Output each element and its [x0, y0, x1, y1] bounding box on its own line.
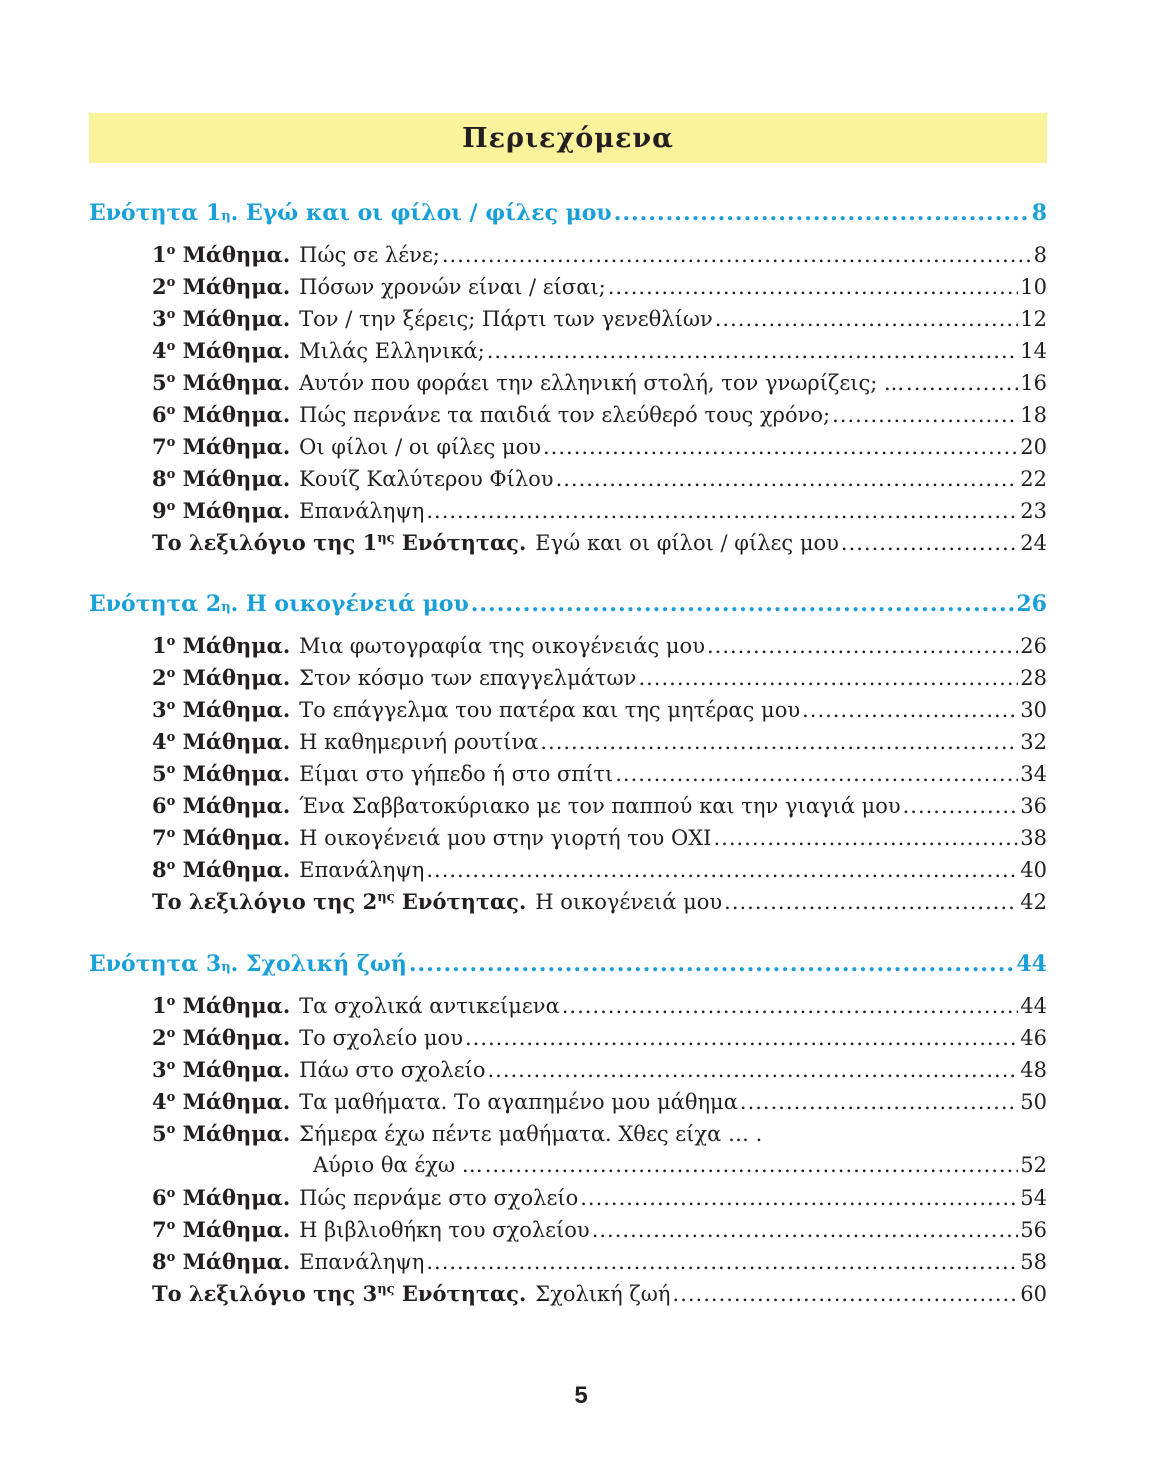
- lesson-number: 4: [152, 729, 167, 754]
- lesson-page: 48: [1020, 1058, 1047, 1082]
- lesson-word: Μάθημα.: [175, 993, 291, 1018]
- leader-dots: [465, 1026, 1018, 1050]
- lesson-list: [152, 242, 1047, 562]
- unit-heading[interactable]: Ενότητα 3 η . Σχολική ζωή ..... 44: [89, 951, 1047, 983]
- lesson-title: Μια φωτογραφία της οικογένειάς μου: [299, 634, 705, 658]
- lesson-word: Μάθημα.: [175, 1089, 291, 1114]
- lesson-item[interactable]: [152, 633, 1047, 665]
- lesson-ordinal: ης: [377, 531, 395, 546]
- lesson-ordinal: ο: [166, 499, 176, 514]
- lesson-page: 34: [1020, 762, 1047, 786]
- lesson-item[interactable]: [152, 1281, 1047, 1313]
- lesson-word: Μάθημα.: [175, 370, 291, 395]
- lesson-item[interactable]: [152, 1217, 1047, 1249]
- lesson-page: 40: [1020, 858, 1047, 882]
- lesson-number: 7: [152, 1217, 167, 1242]
- lesson-word: Μάθημα.: [175, 1249, 291, 1274]
- unit-prefix: Ενότητα 3: [89, 951, 222, 977]
- lesson-ordinal: ο: [166, 858, 176, 873]
- lesson-label: [152, 1121, 290, 1146]
- lesson-number: 2: [152, 1025, 167, 1050]
- lesson-number: 2: [152, 665, 167, 690]
- leader-dots: [485, 1153, 1019, 1177]
- lesson-page: 46: [1020, 1026, 1047, 1050]
- lesson-number: 9: [152, 498, 167, 523]
- lesson-item[interactable]: [152, 370, 1047, 402]
- lesson-label: [152, 697, 290, 722]
- lesson-number: 5: [152, 1121, 167, 1146]
- lesson-ordinal: ο: [166, 467, 176, 482]
- lesson-ordinal: ο: [166, 1250, 176, 1265]
- toc-section: [89, 951, 1047, 1313]
- lesson-word: Μάθημα.: [175, 434, 291, 459]
- unit-title: . Η οικογένειά μου: [230, 591, 469, 617]
- lesson-page: 50: [1020, 1090, 1047, 1114]
- lesson-ordinal: ο: [166, 307, 176, 322]
- lesson-label: [152, 1281, 526, 1306]
- lesson-word: Ενότητας.: [394, 889, 527, 914]
- lesson-word: Μάθημα.: [175, 1057, 291, 1082]
- lesson-label: [152, 1249, 290, 1274]
- lesson-number: 8: [152, 857, 167, 882]
- lesson-item[interactable]: [152, 889, 1047, 921]
- lesson-word: Μάθημα.: [175, 857, 291, 882]
- lesson-number: 3: [152, 306, 167, 331]
- leader-dots: [562, 994, 1019, 1018]
- lesson-ordinal: ο: [166, 435, 176, 450]
- lesson-page: 20: [1020, 435, 1047, 459]
- lesson-number: 6: [152, 793, 167, 818]
- leader-dots: [715, 307, 1019, 331]
- lesson-label: [152, 242, 290, 267]
- lesson-number: Το λεξιλόγιο της 2: [152, 889, 378, 914]
- lesson-title: Στον κόσμο των επαγγελμάτων: [299, 666, 637, 690]
- unit-page: 8: [1031, 200, 1047, 226]
- lesson-title: Πόσων χρονών είναι / είσαι;: [299, 275, 606, 299]
- unit-heading[interactable]: Ενότητα 2 η . Η οικογένειά μου ..... 26: [89, 591, 1047, 623]
- lesson-item[interactable]: [152, 434, 1047, 466]
- lesson-item[interactable]: [152, 993, 1047, 1025]
- unit-page: 26: [1016, 591, 1047, 617]
- lesson-title: Πώς περνάνε τα παιδιά τον ελεύθερό τους χρόνο;: [299, 403, 831, 427]
- lesson-label: [152, 1057, 290, 1082]
- lesson-label: [152, 498, 290, 523]
- leader-dots: [614, 200, 1030, 226]
- lesson-word: Μάθημα.: [175, 306, 291, 331]
- lesson-word: Μάθημα.: [175, 242, 291, 267]
- lesson-item[interactable]: [152, 1249, 1047, 1281]
- lesson-title: Η οικογένειά μου στην γιορτή του ΟΧΙ: [299, 826, 712, 850]
- lesson-title: Το επάγγελμα του πατέρα και της μητέρας μου: [299, 698, 801, 722]
- lesson-word: Μάθημα.: [175, 793, 291, 818]
- lesson-item[interactable]: [152, 857, 1047, 889]
- lesson-title: Τα μαθήματα. Το αγαπημένο μου μάθημα: [299, 1090, 738, 1114]
- lesson-label: [152, 729, 290, 754]
- lesson-number: 1: [152, 993, 167, 1018]
- lesson-page: 36: [1020, 794, 1047, 818]
- lesson-word: Μάθημα.: [175, 1217, 291, 1242]
- lesson-page: 14: [1020, 339, 1047, 363]
- lesson-ordinal: ο: [166, 1090, 176, 1105]
- lesson-ordinal: ο: [166, 371, 176, 386]
- lesson-ordinal: ο: [166, 403, 176, 418]
- lesson-item[interactable]: [152, 697, 1047, 729]
- lesson-label: [152, 274, 290, 299]
- lesson-word: Μάθημα.: [175, 338, 291, 363]
- unit-title: . Εγώ και οι φίλοι / φίλες μου: [230, 200, 612, 226]
- lesson-item[interactable]: [152, 498, 1047, 530]
- lesson-number: 6: [152, 402, 167, 427]
- leader-dots: [673, 1282, 1019, 1306]
- unit-prefix: Ενότητα 1: [89, 200, 222, 226]
- lesson-number: 8: [152, 1249, 167, 1274]
- lesson-item[interactable]: [152, 402, 1047, 434]
- page-title: Περιεχόμενα: [462, 122, 674, 154]
- unit-heading[interactable]: Ενότητα 1 η . Εγώ και οι φίλοι / φίλες μου ..... 8: [89, 200, 1047, 232]
- leader-dots: [906, 371, 1018, 395]
- lesson-item[interactable]: [152, 793, 1047, 825]
- lesson-list: [152, 993, 1047, 1313]
- lesson-page: 22: [1020, 467, 1047, 491]
- lesson-title: Πώς σε λένε;: [299, 243, 440, 267]
- lesson-page: 44: [1020, 994, 1047, 1018]
- lesson-label: [152, 1089, 290, 1114]
- leader-dots: [713, 826, 1018, 850]
- lesson-number: 3: [152, 697, 167, 722]
- lesson-ordinal: ο: [166, 1058, 176, 1073]
- lesson-label: [152, 793, 290, 818]
- lesson-ordinal: ο: [166, 730, 176, 745]
- lesson-number: 5: [152, 761, 167, 786]
- lesson-page: 56: [1020, 1218, 1047, 1242]
- lesson-word: Μάθημα.: [175, 665, 291, 690]
- lesson-word: Μάθημα.: [175, 274, 291, 299]
- lesson-label: [152, 530, 526, 555]
- lesson-word: Ενότητας.: [394, 1281, 527, 1306]
- leader-dots: [409, 951, 1014, 977]
- lesson-label: [152, 306, 290, 331]
- lesson-list: [152, 633, 1047, 921]
- lesson-label: [152, 466, 290, 491]
- lesson-title: Η οικογένειά μου: [535, 890, 723, 914]
- lesson-label: [152, 993, 290, 1018]
- lesson-label: [152, 1217, 290, 1242]
- lesson-ordinal: ο: [166, 826, 176, 841]
- lesson-item[interactable]: [152, 729, 1047, 761]
- lesson-title: Εγώ και οι φίλοι / φίλες μου: [535, 531, 839, 555]
- lesson-word: Μάθημα.: [175, 1185, 291, 1210]
- lesson-title: Επανάληψη: [299, 858, 425, 882]
- lesson-title: Αυτόν που φοράει την ελληνική στολή, τον γνωρίζεις; ...: [299, 371, 905, 395]
- lesson-item[interactable]: [152, 665, 1047, 697]
- lesson-title: Σήμερα έχω πέντε μαθήματα. Χθες είχα … .: [299, 1122, 763, 1146]
- leader-dots: [487, 339, 1019, 363]
- leader-dots: [724, 890, 1018, 914]
- unit-prefix: Ενότητα 2: [89, 591, 222, 617]
- leader-dots: [832, 403, 1018, 427]
- lesson-number: 7: [152, 825, 167, 850]
- lesson-page: 38: [1020, 826, 1047, 850]
- lesson-title: Η βιβλιοθήκη του σχολείου: [299, 1218, 590, 1242]
- lesson-page: 60: [1020, 1282, 1047, 1306]
- lesson-word: Ενότητας.: [394, 530, 527, 555]
- leader-dots: [638, 666, 1018, 690]
- leader-dots: [471, 591, 1015, 617]
- lesson-number: 8: [152, 466, 167, 491]
- leader-dots: [426, 858, 1018, 882]
- lesson-label: [152, 402, 290, 427]
- lesson-word: Μάθημα.: [175, 633, 291, 658]
- leader-dots: [426, 499, 1018, 523]
- lesson-item[interactable]: [152, 530, 1047, 562]
- lesson-page: 23: [1020, 499, 1047, 523]
- lesson-title: Επανάληψη: [299, 1250, 425, 1274]
- lesson-page: 32: [1020, 730, 1047, 754]
- lesson-number: 2: [152, 274, 167, 299]
- leader-dots: [543, 435, 1018, 459]
- lesson-ordinal: ο: [166, 762, 176, 777]
- lesson-page: 12: [1020, 307, 1047, 331]
- lesson-ordinal: ο: [166, 634, 176, 649]
- leader-dots: [903, 794, 1019, 818]
- lesson-ordinal: ης: [377, 890, 395, 905]
- lesson-page: 42: [1020, 890, 1047, 914]
- lesson-label: [152, 1025, 290, 1050]
- leader-dots: [707, 634, 1018, 658]
- lesson-word: Μάθημα.: [175, 466, 291, 491]
- lesson-title: Η καθημερινή ρουτίνα: [299, 730, 539, 754]
- lesson-word: Μάθημα.: [175, 761, 291, 786]
- leader-dots: [426, 1250, 1018, 1274]
- lesson-title: Κουίζ Καλύτερου Φίλου: [299, 467, 554, 491]
- lesson-ordinal: ο: [166, 994, 176, 1009]
- lesson-title: Τα σχολικά αντικείμενα: [299, 994, 560, 1018]
- lesson-ordinal: ο: [166, 1218, 176, 1233]
- lesson-page: 28: [1020, 666, 1047, 690]
- lesson-label: [152, 665, 290, 690]
- lesson-word: Μάθημα.: [175, 1025, 291, 1050]
- lesson-ordinal: ο: [166, 1026, 176, 1041]
- lesson-title: Σχολική ζωή: [535, 1282, 671, 1306]
- lesson-item[interactable]: [152, 242, 1047, 274]
- lesson-page: 58: [1020, 1250, 1047, 1274]
- lesson-ordinal: ο: [166, 666, 176, 681]
- lesson-number: Το λεξιλόγιο της 1: [152, 530, 378, 555]
- toc-section: [89, 200, 1047, 562]
- leader-dots: [608, 275, 1019, 299]
- lesson-word: Μάθημα.: [175, 697, 291, 722]
- lesson-word: Μάθημα.: [175, 498, 291, 523]
- lesson-ordinal: ο: [166, 243, 176, 258]
- lesson-title: Μιλάς Ελληνικά;: [299, 339, 485, 363]
- lesson-title: Ένα Σαββατοκύριακο με τον παππού και την γιαγιά μου: [299, 794, 901, 818]
- lesson-title: Οι φίλοι / οι φίλες μου: [299, 435, 541, 459]
- lesson-item[interactable]: [152, 825, 1047, 857]
- leader-dots: [442, 243, 1032, 267]
- lesson-title: Το σχολείο μου: [299, 1026, 463, 1050]
- lesson-label: [152, 761, 290, 786]
- lesson-ordinal: ο: [166, 698, 176, 713]
- lesson-number: 6: [152, 1185, 167, 1210]
- lesson-number: 3: [152, 1057, 167, 1082]
- lesson-word: Μάθημα.: [175, 825, 291, 850]
- lesson-item[interactable]: [152, 338, 1047, 370]
- lesson-label: [152, 1185, 290, 1210]
- lesson-item[interactable]: [152, 1121, 1047, 1153]
- lesson-label: [152, 633, 290, 658]
- lesson-word: Μάθημα.: [175, 402, 291, 427]
- lesson-page: 26: [1020, 634, 1047, 658]
- lesson-number: 1: [152, 633, 167, 658]
- leader-dots: [580, 1186, 1018, 1210]
- lesson-item[interactable]: [152, 1025, 1047, 1057]
- leader-dots: [487, 1058, 1018, 1082]
- leader-dots: [841, 531, 1018, 555]
- unit-title: . Σχολική ζωή: [230, 951, 407, 977]
- lesson-ordinal: ο: [166, 275, 176, 290]
- lesson-title: Επανάληψη: [299, 499, 425, 523]
- lesson-item[interactable]: [152, 306, 1047, 338]
- lesson-number: 7: [152, 434, 167, 459]
- lesson-number: Το λεξιλόγιο της 3: [152, 1281, 378, 1306]
- lesson-title: Αύριο θα έχω …: [313, 1153, 483, 1177]
- lesson-title: Είμαι στο γήπεδο ή στο σπίτι: [299, 762, 614, 786]
- leader-dots: [740, 1090, 1018, 1114]
- lesson-word: Μάθημα.: [175, 729, 291, 754]
- lesson-title: Τον / την ξέρεις; Πάρτι των γενεθλίων: [299, 307, 713, 331]
- lesson-label: [152, 857, 290, 882]
- lesson-item[interactable]: [152, 761, 1047, 793]
- lesson-number: 1: [152, 242, 167, 267]
- lesson-item[interactable]: [152, 1089, 1047, 1121]
- lesson-page: 16: [1020, 371, 1047, 395]
- lesson-title: Πάω στο σχολείο: [299, 1058, 486, 1082]
- lesson-ordinal: ο: [166, 339, 176, 354]
- lesson-page: 54: [1020, 1186, 1047, 1210]
- lesson-label: [152, 338, 290, 363]
- toc-section: [89, 591, 1047, 921]
- page-number: 5: [574, 1382, 588, 1409]
- lesson-ordinal: ο: [166, 1186, 176, 1201]
- lesson-item[interactable]: [152, 1057, 1047, 1089]
- lesson-page: 8: [1033, 243, 1047, 267]
- lesson-title: Πώς περνάμε στο σχολείο: [299, 1186, 579, 1210]
- lesson-label: [152, 434, 290, 459]
- lesson-ordinal: ο: [166, 1122, 176, 1137]
- leader-dots: [540, 730, 1018, 754]
- lesson-word: Μάθημα.: [175, 1121, 291, 1146]
- lesson-number: 4: [152, 338, 167, 363]
- lesson-label: [152, 825, 290, 850]
- leader-dots: [802, 698, 1018, 722]
- lesson-item[interactable]: [152, 274, 1047, 306]
- lesson-page: 18: [1020, 403, 1047, 427]
- lesson-page: 52: [1020, 1153, 1047, 1177]
- leader-dots: [556, 467, 1019, 491]
- lesson-page: 10: [1020, 275, 1047, 299]
- lesson-label: [152, 889, 526, 914]
- lesson-number: 5: [152, 370, 167, 395]
- lesson-number: 4: [152, 1089, 167, 1114]
- leader-dots: [615, 762, 1018, 786]
- lesson-continuation[interactable]: [152, 1153, 1047, 1185]
- leader-dots: [592, 1218, 1019, 1242]
- lesson-page: 30: [1020, 698, 1047, 722]
- lesson-ordinal: ο: [166, 794, 176, 809]
- lesson-label: [152, 370, 290, 395]
- lesson-item[interactable]: [152, 1185, 1047, 1217]
- toc-title-bar: [89, 113, 1047, 163]
- unit-page: 44: [1016, 951, 1047, 977]
- lesson-item[interactable]: [152, 466, 1047, 498]
- lesson-ordinal: ης: [377, 1282, 395, 1297]
- lesson-page: 24: [1020, 531, 1047, 555]
